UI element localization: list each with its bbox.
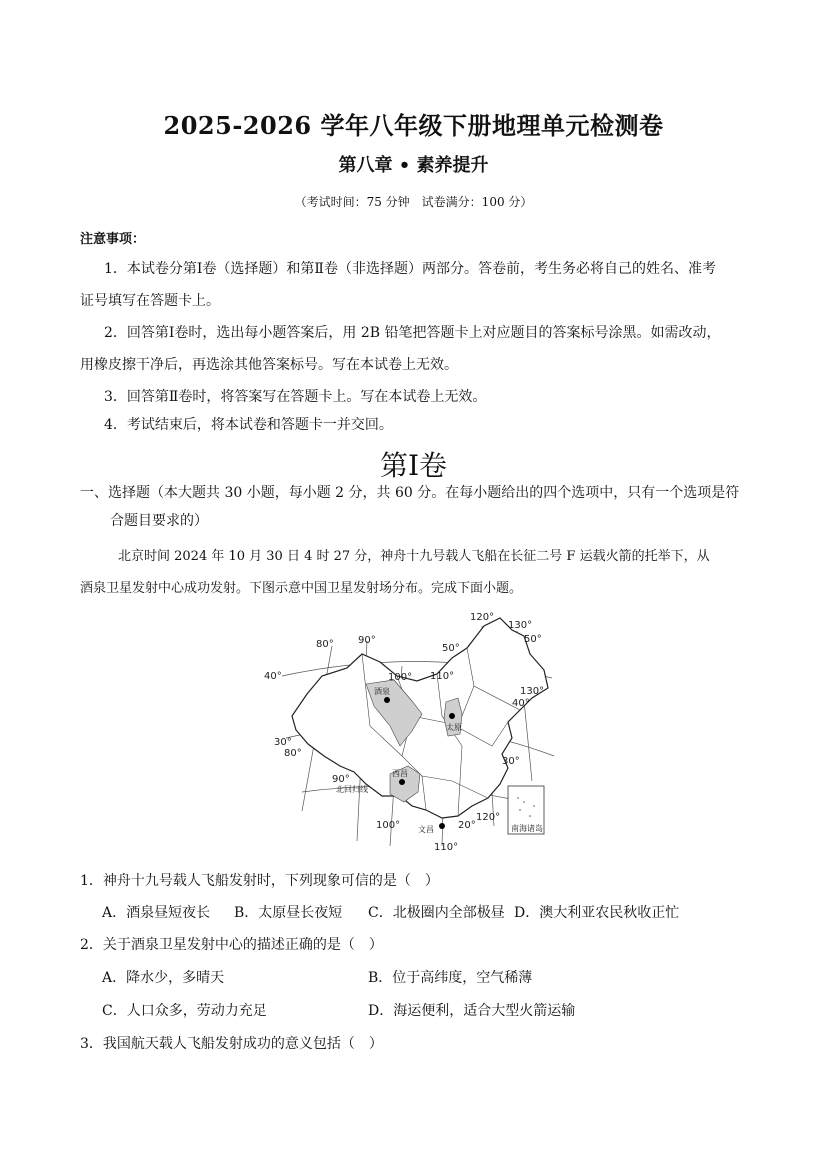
question-1-stem: 1．神舟十九号载人飞船发射时，下列现象可信的是（ ） [80,873,439,889]
inset-label: 南海诸岛 [511,824,543,833]
page-subtitle: 第八章 • 素养提升 [338,155,489,176]
section-instruction-line-1: 一、选择题（本大题共 30 小题，每小题 2 分，共 60 分。在每小题给出的四个选项中，只有一个选项是符 [80,485,740,501]
city-taiyuan: 太原 [446,723,462,732]
lon-label-80-top: 80° [316,639,334,650]
question-2-option-a: A．降水少，多晴天 [102,970,225,986]
question-1-option-c: C．北极圈内全部极昼 [368,905,505,921]
notice-item-3: 3．回答第Ⅱ卷时，将答案写在答题卡上。写在本试卷上无效。 [104,389,487,405]
section-instruction-line-2: 合题目要求的） [110,513,208,529]
notice-item-2-line-1: 2．回答第Ⅰ卷时，选出每小题答案后，用 2B 铅笔把答题卡上对应题目的答案标号涂黑。如需改动， [104,325,721,341]
wenchang-marker [439,823,445,829]
question-3-stem: 3．我国航天载人飞船发射成功的意义包括（ ） [80,1036,383,1052]
lat-label-40-left: 40° [264,671,282,682]
lon-label-90-left: 90° [332,774,350,785]
lat-label-50-right: 50° [524,634,542,645]
jiuquan-marker [384,697,390,703]
lon-label-130-right: 130° [520,686,545,697]
section-juan-title: 第Ⅰ卷 [379,449,448,482]
question-2-option-d: D．海运便利，适合大型火箭运输 [368,1003,576,1019]
city-wenchang: 文昌 [418,825,434,834]
notice-item-2-line-2: 用橡皮擦干净后，再选涂其他答案标号。写在本试卷上无效。 [80,357,458,373]
question-2-option-c: C．人口众多，劳动力充足 [102,1003,267,1019]
lon-label-80-left: 80° [284,748,302,759]
lon-label-130-top: 130° [508,620,533,631]
page-title: 2025-2026 学年八年级下册地理单元检测卷 [163,111,664,140]
lon-label-110-top: 110° [430,671,455,682]
exam-info: （考试时间：75 分钟 试卷满分：100 分） [294,195,533,209]
lat-label-20: 20° [458,820,476,831]
lat-label-40-right: 40° [512,698,530,709]
question-1-option-d: D．澳大利亚农民秋收正忙 [514,905,680,921]
intro-line-1: 北京时间 2024 年 10 月 30 日 4 时 27 分，神舟十九号载人飞船在长征二号 F 运载火箭的托举下，从 [118,549,710,564]
lon-label-100-top: 100° [388,672,413,683]
city-xichang: 西昌 [392,769,408,778]
question-1-option-a: A．酒泉昼短夜长 [102,905,211,921]
china-launch-sites-map [262,606,574,856]
lon-label-120-top: 120° [470,612,495,623]
taiyuan-marker [449,713,455,719]
lon-label-90-top: 90° [358,635,376,646]
notice-heading: 注意事项： [80,232,146,247]
city-jiuquan: 酒泉 [374,687,390,696]
lat-label-30-right: 30° [502,756,520,767]
intro-line-2: 酒泉卫星发射中心成功发射。下图示意中国卫星发射场分布。完成下面小题。 [80,581,523,596]
question-2-option-b: B．位于高纬度，空气稀薄 [368,970,533,986]
question-2-stem: 2．关于酒泉卫星发射中心的描述正确的是（ ） [80,937,383,953]
lat-label-50-top: 50° [442,643,460,654]
xichang-marker [399,779,405,785]
lat-label-30-left: 30° [274,737,292,748]
notice-item-1-line-2: 证号填写在答题卡上。 [80,293,220,309]
notice-item-4: 4．考试结束后，将本试卷和答题卡一并交回。 [104,417,393,433]
notice-item-1-line-1: 1．本试卷分第Ⅰ卷（选择题）和第Ⅱ卷（非选择题）两部分。答卷前，考生务必将自己的姓名、准考 [104,261,716,277]
lon-label-110-bottom: 110° [434,842,459,853]
border-label: 北回归线 [336,785,368,794]
question-1-option-b: B．太原昼长夜短 [234,905,343,921]
lon-label-120-bottom: 120° [476,812,501,823]
lon-label-100-bottom: 100° [376,820,401,831]
